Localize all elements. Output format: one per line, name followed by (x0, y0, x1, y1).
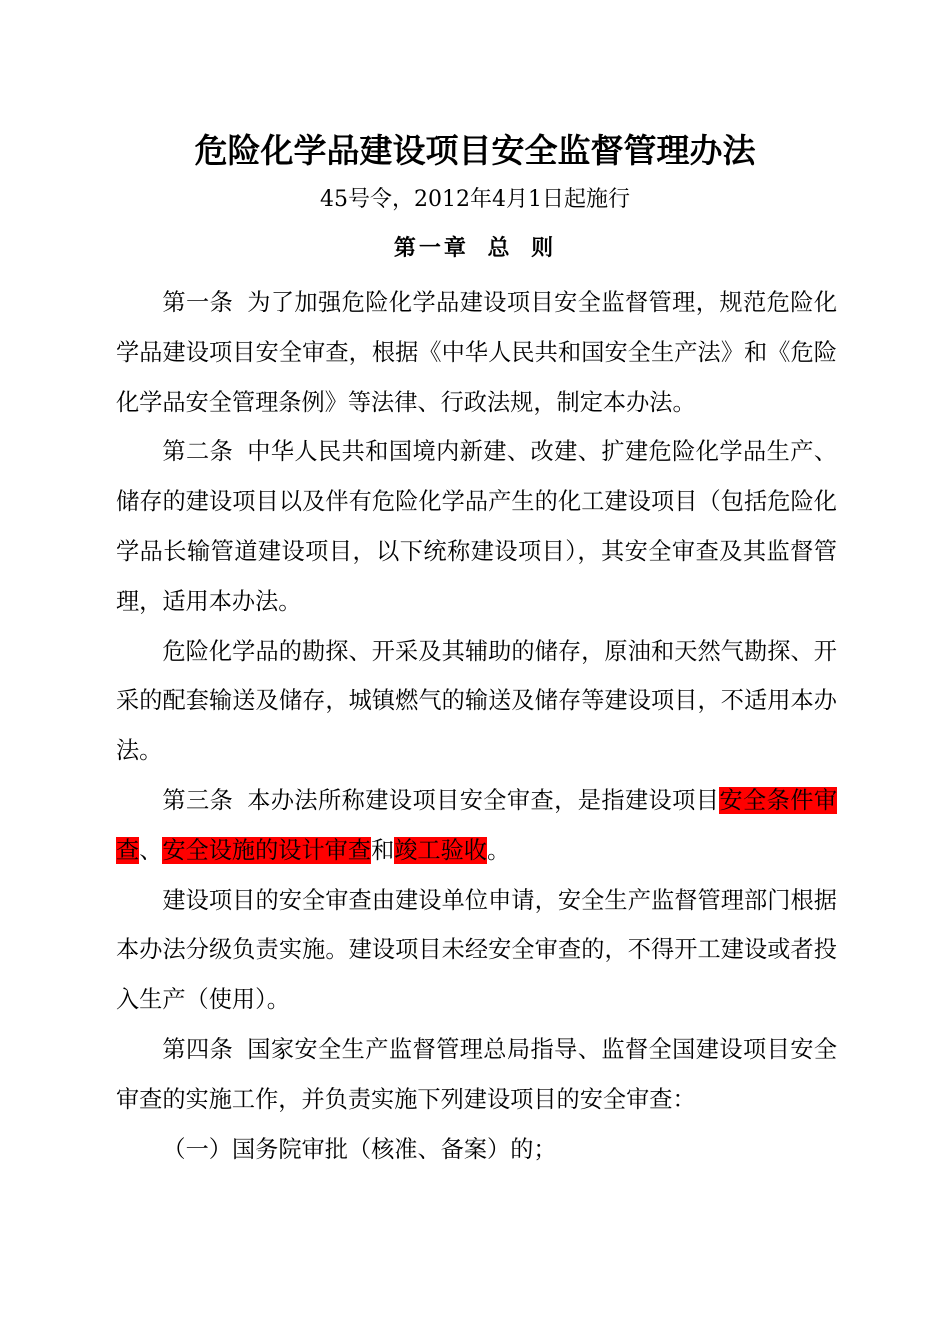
separator-text: 和 (371, 836, 395, 864)
paragraph-article-2 (116, 427, 837, 626)
highlight-design-review: 安全设施的设计审查 (162, 836, 372, 864)
paragraph-text: 为了加强危险化学品建设项目安全监督管理，规范危险化学品建设项目安全审查，根据《中华人民共和国安全生产法》和《危险化学品安全管理条例》等法律、行政法规，制定本办法。 (116, 289, 838, 416)
paragraph-text: 国家安全生产监督管理总局指导、监督全国建设项目安全审查的实施工作，并负责实施下列建设项目的安全审查： (116, 1035, 838, 1113)
paragraph-article-2-exclusion (116, 627, 837, 776)
paragraph-article-1 (116, 278, 837, 427)
document-subtitle: 45号令，2012年4月1日起施行 (320, 187, 630, 212)
separator-text: 、 (139, 836, 163, 864)
article-number: 第四条 (162, 1035, 234, 1063)
paragraph-text: 建设项目的安全审查由建设单位申请，安全生产监督管理部门根据本办法分级负责实施。建设项目未经安全审查的，不得开工建设或者投入生产（使用）。 (116, 886, 837, 1014)
highlight-safety-condition-review: 安全条件审查 (116, 786, 838, 864)
paragraph-article-3 (116, 776, 837, 876)
paragraph-text: 中华人民共和国境内新建、改建、扩建危险化学品生产、储存的建设项目以及伴有危险化学品产生的化工建设项目（包括危险化学品长输管道建设项目，以下统称建设项目），其安全审查及其监督管理，适用本办法。 (116, 438, 838, 615)
highlight-completion-acceptance: 竣工验收 (394, 836, 487, 864)
paragraph-article-3-application (116, 876, 837, 1025)
paragraph-text: 本办法所称建设项目安全审查，是指建设项目 (247, 786, 720, 814)
document-title: 危险化学品建设项目安全监督管理办法 (194, 131, 756, 170)
article-number: 第二条 (162, 438, 234, 466)
list-item-text: （一）国务院审批（核准、备案）的； (162, 1135, 557, 1163)
paragraph-article-4 (116, 1025, 837, 1125)
article-number: 第一条 (162, 289, 234, 316)
chapter-heading: 第一章 总 则 (393, 236, 557, 261)
document-body (116, 278, 837, 1174)
article-number: 第三条 (162, 786, 234, 814)
list-item-1 (116, 1125, 837, 1175)
paragraph-text: 危险化学品的勘探、开采及其辅助的储存，原油和天然气勘探、开采的配套输送及储存，城镇燃气的输送及储存等建设项目，不适用本办法。 (116, 637, 837, 765)
paragraph-end: 。 (487, 836, 511, 864)
